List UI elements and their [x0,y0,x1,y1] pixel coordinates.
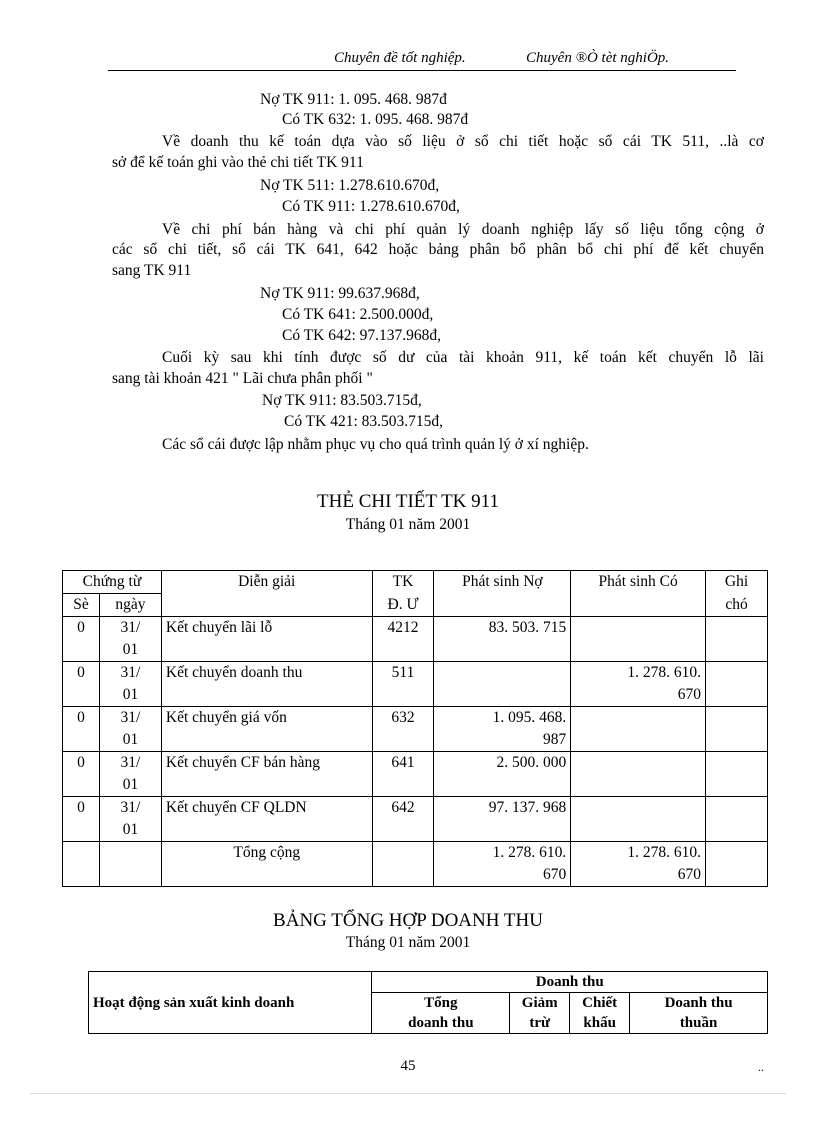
col-header-total-revenue: Tổng doanh thu [372,993,510,1034]
col-header-account-sub: Đ. Ư [372,594,434,617]
table-row [63,707,768,752]
paragraph-line: các sổ chi tiết, sổ cái TK 641, 642 hoặc bảng phân bổ phân bổ chi phí để kết chuyển [112,241,764,258]
row-date: 31/ 01 [99,617,161,662]
row-debit [434,662,571,707]
row-date: 31/ 01 [99,707,161,752]
page-header [108,48,736,71]
row-description: Kết chuyển giá vốn [161,707,372,752]
table-row [63,752,768,797]
summary-title: BẢNG TỔNG HỢP DOANH THU [273,910,543,931]
entry-line: Có TK 911: 1.278.610.670đ, [282,198,460,215]
row-number: 0 [63,662,100,707]
row-number: 0 [63,617,100,662]
summary-subtitle: Tháng 01 năm 2001 [345,934,471,951]
card-title: THẺ CHI TIẾT TK 911 [317,491,499,512]
entry-line: Có TK 641: 2.500.000đ, [282,306,434,323]
row-date: 31/ 01 [99,752,161,797]
entry-line: Nợ TK 911: 99.637.968đ, [260,285,420,302]
entry-line: Nợ TK 911: 83.503.715đ, [262,392,422,409]
col-header-note: Ghi [706,571,768,594]
row-credit [571,752,706,797]
paragraph-line: sang TK 911 [112,262,192,279]
col-header-reductions: Giảm trừ [510,993,570,1034]
paragraph-line: Các sổ cái được lập nhằm phục vụ cho quá trình quản lý ở xí nghiệp. [162,436,589,453]
page-number: 45 [400,1058,416,1074]
table-row [63,617,768,662]
row-debit: 97. 137. 968 [434,797,571,842]
col-header-revenue: Doanh thu [372,972,768,993]
row-description: Kết chuyển CF QLDN [161,797,372,842]
row-account: 632 [372,707,434,752]
col-header-discount: Chiết khấu [570,993,630,1034]
entry-line: Có TK 632: 1. 095. 468. 987đ [282,111,469,128]
row-debit: 1. 095. 468. 987 [434,707,571,752]
row-credit [571,617,706,662]
col-header-date: ngày [99,594,161,617]
row-account: 511 [372,662,434,707]
col-header-activity: Hoạt động sản xuất kinh doanh [89,972,372,1034]
col-header-note-sub: chó [706,594,768,617]
row-debit: 2. 500. 000 [434,752,571,797]
row-note [706,617,768,662]
col-header-account: TK [372,571,434,594]
row-number: 0 [63,797,100,842]
page-bottom-rule [30,1093,786,1094]
table-row [63,797,768,842]
col-header-net-revenue: Doanh thu thuần [630,993,768,1034]
row-account: 642 [372,797,434,842]
card-subtitle: Tháng 01 năm 2001 [345,516,471,533]
revenue-summary-table [88,971,768,1034]
table-row [63,662,768,707]
entry-line: Nợ TK 511: 1.278.610.670đ, [260,177,440,194]
row-date: 31/ 01 [99,662,161,707]
paragraph-line: Cuối kỳ sau khi tính được số dư của tài khoản 911, kế toán kết chuyển lỗ lãi [162,349,764,366]
total-debit: 1. 278. 610. 670 [434,842,571,887]
total-label: Tổng cộng [161,842,372,887]
header-title: Chuyên đề tốt nghiệp. [334,50,466,66]
row-account: 4212 [372,617,434,662]
paragraph-line: Về doanh thu kế toán dựa vào số liệu ở sổ chi tiết hoặc sổ cái TK 511, ..là cơ [162,133,764,150]
row-credit: 1. 278. 610. 670 [571,662,706,707]
paragraph-line: sang tài khoản 421 " Lãi chưa phân phối " [112,370,373,387]
row-account: 641 [372,752,434,797]
row-number: 0 [63,707,100,752]
col-header-credit: Phát sinh Có [571,571,706,594]
row-number: 0 [63,752,100,797]
col-header-number: Sè [63,594,100,617]
row-note [706,662,768,707]
row-debit: 83. 503. 715 [434,617,571,662]
col-header-description: Diễn giải [161,571,372,594]
row-description: Kết chuyển lãi lỗ [161,617,372,662]
row-credit [571,707,706,752]
detail-card-table [62,570,768,887]
row-note [706,707,768,752]
header-title-garbled: Chuyên ®Ò tèt nghiÖp. [526,50,670,66]
col-header-voucher: Chứng từ [63,571,162,594]
row-description: Kết chuyển CF bán hàng [161,752,372,797]
row-date: 31/ 01 [99,797,161,842]
entry-line: Có TK 421: 83.503.715đ, [284,413,444,430]
row-note [706,752,768,797]
entry-line: Nợ TK 911: 1. 095. 468. 987đ [260,91,447,108]
row-description: Kết chuyển doanh thu [161,662,372,707]
paragraph-line: Về chi phí bán hàng và chi phí quản lý doanh nghiệp lấy số liệu tổng cộng ở [162,221,764,238]
row-credit [571,797,706,842]
entry-line: Có TK 642: 97.137.968đ, [282,327,442,344]
total-credit: 1. 278. 610. 670 [571,842,706,887]
col-header-debit: Phát sinh Nợ [434,571,571,594]
paragraph-line: sở để kế toán ghi vào thẻ chi tiết TK 911 [112,154,364,171]
footer-dots: .. [758,1060,764,1074]
row-note [706,797,768,842]
